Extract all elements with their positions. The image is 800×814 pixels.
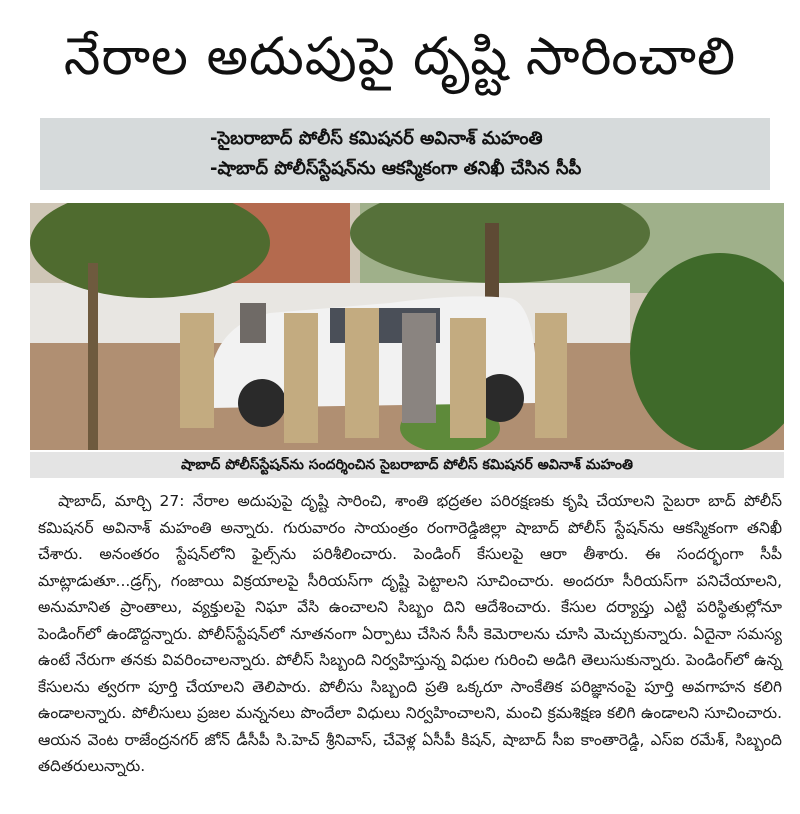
photo-scene: [30, 203, 784, 450]
subheading-box: [40, 118, 770, 190]
article-body: షాబాద్, మార్చి 27: నేరాల అదుపుపై దృష్టి సారించి, శాంతి భద్రతల పరిరక్షణకు కృషి చేయాలని సైబరా బాద్ పోలీస్ కమిషనర్ అవినాశ్ మహంతి అన్నారు. గురువారం సాయంత్రం రంగారెడ్డిజిల్లా షాబాద్ పోలీస్ స్టేషన్‌ను ఆకస్మికంగా తనిఖీ చేశారు. అనంతరం స్టేషన్‌లోని ఫైల్స్‌ను పరిశీలించారు. పెండింగ్ కేసులపై ఆరా తీశారు. ఈ సందర్భంగా సీపీ మాట్లాడుతూ...డ్రగ్స్, గంజాయి విక్రయాలపై సీరియస్‌గా దృష్టి పెట్టాలని సూచించారు. అందరూ సీరియస్‌గా పనిచేయాలని, అనుమానిత ప్రాంతాలు, వ్యక్తులపై నిఘా వేసి ఉంచాలని సిబ్బం దిని ఆదేశించారు. కేసుల దర్యాప్తు ఎట్టి పరిస్థితుల్లోనూ పెండింగ్‌లో ఉండొద్దన్నారు. పోలీస్‌స్టేషన్‌లో నూతనంగా ఏర్పాటు చేసిన సీసీ కెమెరాలను చూసి మెచ్చుకున్నారు. ఏదైనా సమస్య ఉంటే నేరుగా తనకు వివరించాలన్నారు. పోలీస్ సిబ్బంది నిర్వహిస్తున్న విధుల గురించి అడిగి తెలుసుకున్నారు. పెండింగ్‌లో ఉన్న కేసులను త్వరగా పూర్తి చేయాలని తెలిపారు. పోలీసు సిబ్బంది ప్రతి ఒక్కరూ సాంకేతిక పరిజ్ఞానంపై పూర్తి అవగాహన కలిగి ఉండాలన్నారు. పోలీసులు ప్రజల మన్ననలు పొందేలా విధులు నిర్వహించాలని, మంచి క్రమశిక్షణ కలిగి ఉండాలని సూచించారు. ఆయన వెంట రాజేంద్రనగర్ జోన్ డీసీపీ సి.హెచ్ శ్రీనివాస్, చేవెళ్ల ఏసీపీ కిషన్, షాబాద్ సీఐ కాంతారెడ్డి, ఎస్ఐ రమేశ్, సిబ్బంది తదితరులున్నారు.: [38, 492, 782, 775]
news-photo: [30, 203, 784, 450]
subheading-1: -సైబరాబాద్ పోలీస్ కమిషనర్ అవినాశ్ మహంతి: [210, 128, 543, 149]
photo-caption: షాబాద్ పోలీస్‌స్టేషన్‌ను సందర్శించిన సైబరాబాద్ పోలీస్ కమిషనర్ అవినాశ్ మహంతి: [30, 452, 784, 478]
headline: నేరాల అదుపుపై దృష్టి సారించాలి: [63, 27, 737, 87]
subheading-2: -షాబాద్ పోలీస్‌స్టేషన్‌ను ఆకస్మికంగా తనిఖీ చేసిన సీపీ: [210, 158, 582, 179]
